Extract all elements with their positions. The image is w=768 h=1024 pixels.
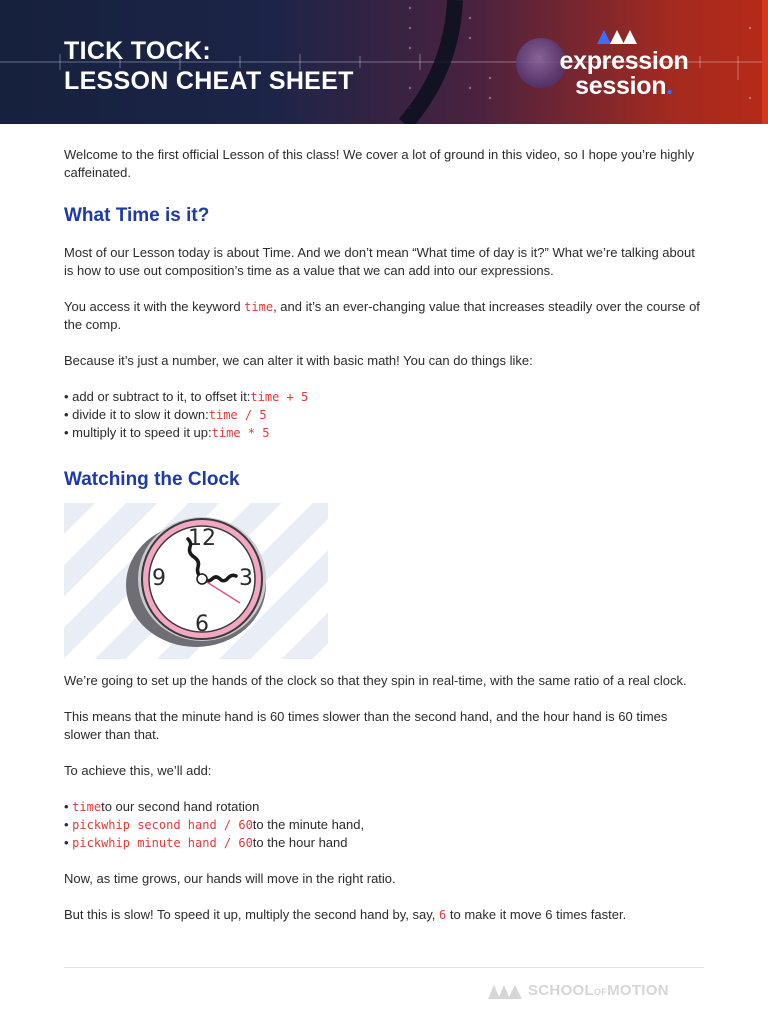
p2-text-a: You access it with the keyword <box>64 299 245 314</box>
logo-mark-icon <box>597 30 641 44</box>
clock-image <box>64 503 328 659</box>
clock-numeral-3: 3 <box>239 566 253 591</box>
p5-text-a: But this is slow! To speed it up, multiply the second hand by, say, <box>64 907 440 922</box>
bullet-code: time + 5 <box>250 390 309 404</box>
bullet-code: time / 5 <box>208 408 267 422</box>
bullet-code: pickwhip second hand / 60 <box>72 818 253 832</box>
header-banner <box>0 0 768 124</box>
bullet-text: divide it to slow it down: <box>72 407 209 422</box>
bullet-code: time <box>72 800 102 814</box>
page-title <box>64 36 354 96</box>
intro-paragraph: Welcome to the first official Lesson of this class! We cover a lot of ground in this video, so I hope you’re highly caffeinated. <box>64 147 695 180</box>
list-item: • pickwhip minute hand / 60 to the hour hand <box>64 835 348 850</box>
clock-numeral-6: 6 <box>195 612 209 637</box>
brand-motion: MOTION <box>607 982 669 999</box>
expression-session-logo <box>514 28 704 100</box>
section2-paragraph-5 <box>64 906 704 924</box>
section2-paragraph-1: We’re going to set up the hands of the clock so that they spin in real-time, with the same ratio of a real clock. <box>64 673 687 688</box>
bullet-code: pickwhip minute hand / 60 <box>72 836 253 850</box>
section2-paragraph-3: To achieve this, we’ll add: <box>64 763 212 778</box>
bullet-text: to the hour hand <box>252 835 348 850</box>
bullet-text: multiply it to speed it up: <box>72 425 212 440</box>
school-of-motion-wordmark <box>528 982 669 999</box>
section1-paragraph-3: Because it’s just a number, we can alter it with basic math! You can do things like: <box>64 353 533 368</box>
section2-paragraph-2: This means that the minute hand is 60 times slower than the second hand, and the hour hand is 60 times slower than that. <box>64 709 668 742</box>
section2-paragraph-4: Now, as time grows, our hands will move in the right ratio. <box>64 871 396 886</box>
list-item: • pickwhip second hand / 60 to the minute hand, <box>64 817 365 832</box>
logo-dot: . <box>666 72 673 100</box>
section-heading-watching-clock: Watching the Clock <box>64 469 240 490</box>
brand-school: SCHOOL <box>528 982 594 999</box>
section1-paragraph-2 <box>64 298 704 334</box>
p5-text-b: to make it move 6 times faster. <box>446 907 627 922</box>
code-six: 6 <box>439 908 447 922</box>
logo-word-session-text: session <box>575 72 667 100</box>
footer-divider <box>64 967 704 968</box>
code-time-keyword: time <box>244 300 274 314</box>
bullet-text: add or subtract to it, to offset it: <box>72 389 251 404</box>
brand-of: OF <box>593 987 608 997</box>
main-content <box>64 146 704 924</box>
list-item: • divide it to slow it down: time / 5 <box>64 407 267 422</box>
title-line-1: TICK TOCK: <box>64 37 211 65</box>
logo-word-session <box>544 73 704 99</box>
p2-text-b: , and it’s an ever-changing value that increases steadily over the course of the comp. <box>64 299 700 332</box>
clock-numeral-12: 12 <box>188 526 216 551</box>
list-item: • time to our second hand rotation <box>64 799 260 814</box>
school-of-motion-mark-icon <box>488 983 522 999</box>
logo-word-expression: expression <box>559 47 689 75</box>
section-heading-what-time: What Time is it? <box>64 205 210 226</box>
bullet-text: to our second hand rotation <box>101 799 260 814</box>
school-of-motion-logo <box>488 982 669 999</box>
clock-illustration <box>64 503 328 659</box>
bullet-code: time * 5 <box>211 426 270 440</box>
bullet-text: to the minute hand, <box>252 817 365 832</box>
section1-paragraph-1: Most of our Lesson today is about Time. And we don’t mean “What time of day is it?” What we’re talking about is how to use out composition’s time as a value that we can add into our expressions. <box>64 245 695 278</box>
clock-numeral-9: 9 <box>152 566 166 591</box>
list-item: • add or subtract to it, to offset it: time + 5 <box>64 389 309 404</box>
list-item: • multiply it to speed it up: time * 5 <box>64 425 270 440</box>
title-line-2: LESSON CHEAT SHEET <box>64 67 354 95</box>
